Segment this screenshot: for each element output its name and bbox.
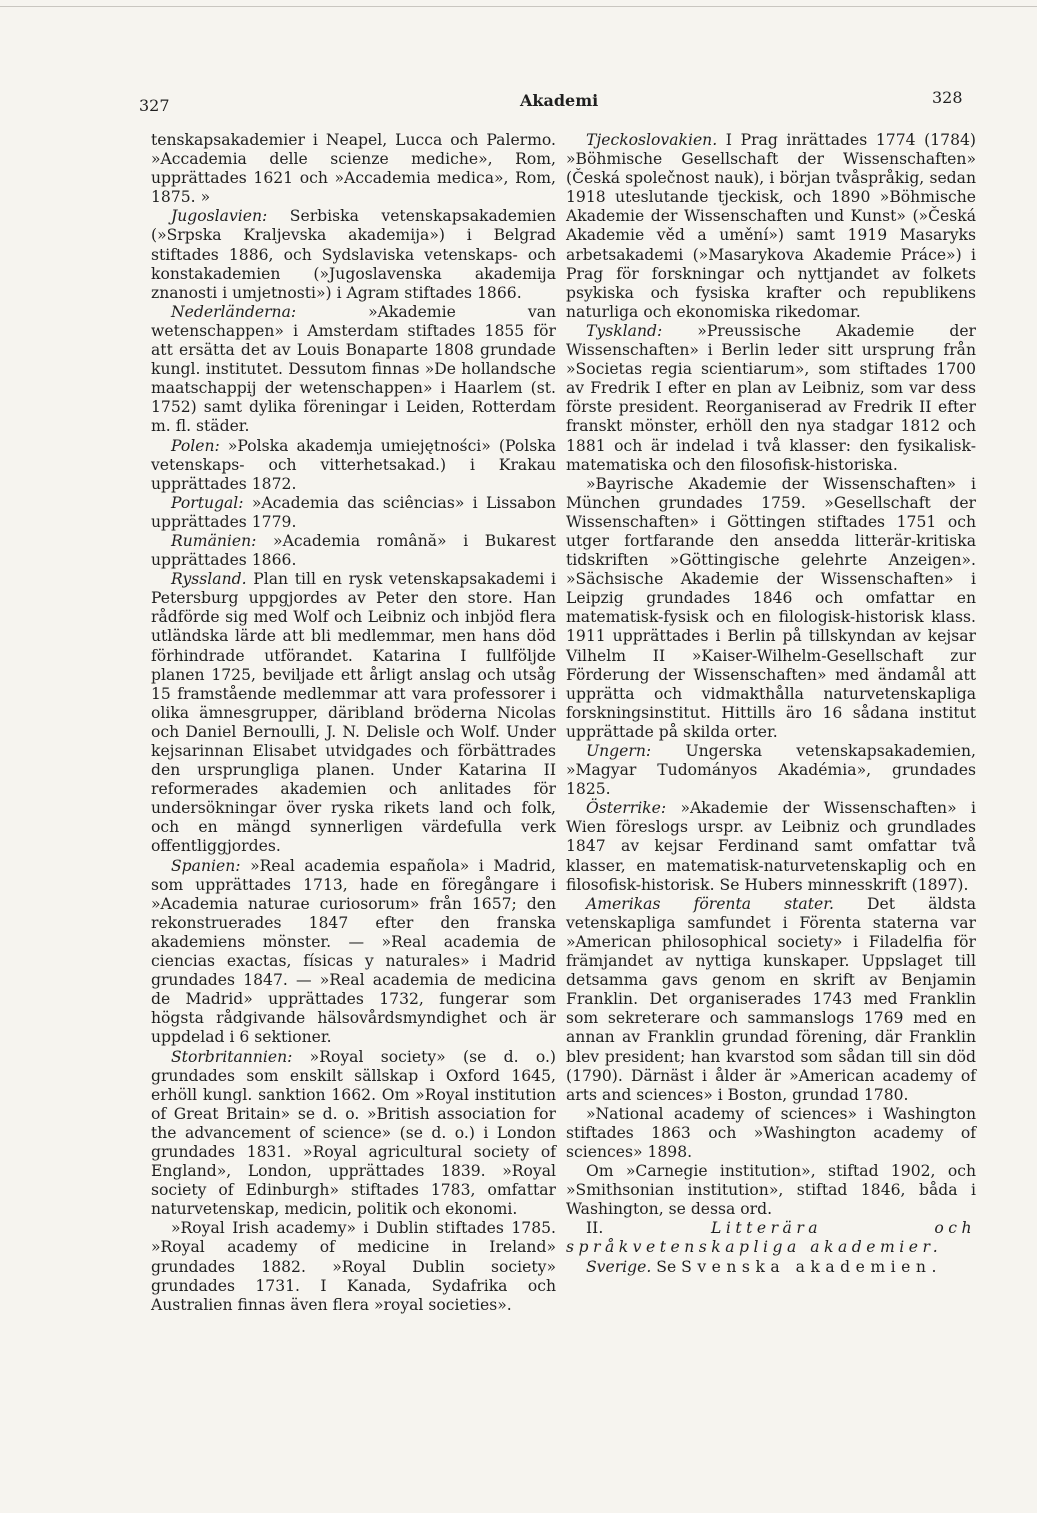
paragraph-national-academy: »National academy of sciences» i Washington stiftades 1863 och »Washington academy of sciences» 1898. (566, 1104, 976, 1161)
country-label: Ungern: (586, 742, 652, 760)
paragraph-ungern: Ungern: Ungerska vetenskapsakademien, »Magyar Tudományos Akadémia», grundades 1825. (566, 742, 976, 799)
paragraph-jugoslavien: Jugoslavien: Serbiska vetenskapsakademien (»Srpska Kraljevska akademija») i Belgrad stiftades 1886, och Sydslaviska vetenskaps- och konstakademien (»Jugoslavenska akademija znanosti i umjetnosti») i Agram stiftades 1866. (151, 207, 556, 302)
page-number-left: 327 (139, 96, 170, 115)
paragraph-spanien: Spanien: »Real academia española» i Madrid, som upprättades 1713, hade en föregångare i »Academia naturae curiosorum» från 1657; den rekonstruerades 1847 efter den franska akademiens mönster. — »Real academia de ciencias exactas, físicas y naturales» i Madrid grundades 1847. — »Real academia de medicina de Madrid» upprättades 1732, fungerar som högsta rådgivande hälsovårdsmyndighet och är uppdelad i 6 sektioner. (151, 856, 556, 1047)
paragraph-sverige: Sverige. Se Svenska akademien. (586, 1257, 942, 1276)
paragraph-osterrike: Österrike: »Akademie der Wissenschaften» i Wien föreslogs urspr. av Leibniz och grundlades 1847 av kejsar Ferdinand samt omfattar två klasser, en matematisk-naturvetenskaplig och en filosofisk-historisk. Se Hubers minnesskrift (1897). (566, 799, 976, 894)
paragraph: tenskapsakademier i Neapel, Lucca och Palermo. »Accademia delle scienze mediche», Rom, upprättades 1621 och »Accademia medica», Rom, 1875. » (151, 131, 556, 207)
country-label: Nederländerna: (171, 302, 297, 321)
paragraph-polen: Polen: »Polska akademja umiejętności» (Polska vetenskaps- och vitterhetsakad.) i Krakau upprättades 1872. (151, 436, 556, 493)
country-label: Polen: (171, 436, 220, 455)
paragraph-amerika: Amerikas förenta stater. Det äldsta vetenskapliga samfundet i Förenta staterna var »American philosophical society» i Filadelfia för främjandet av nyttiga kunskaper. Uppslaget till detsamma gavs genom en skrift av Benjamin Franklin. Det organiserades 1743 med Franklin som sekreterare och sammanslogs 1769 med en annan av Franklin grundad förening, där Franklin blev president; han kvarstod som sådan till sin död (1790). Därnäst i ålder är »American academy of arts and sciences» i Boston, grundad 1780. (566, 894, 976, 1104)
paragraph-bayern: »Bayrische Akademie der Wissenschaften» i München grundades 1759. »Gesellschaft der Wissenschaften» i Göttingen stiftades 1751 och utger fortfarande den ansedda litterär-kritiska tidskriften »Göttingische gelehrte Anzeigen». »Sächsische Akademie der Wissenschaften» i Leipzig grundades 1846 och omfattar en matematisk-fysisk och en filologisk-historisk klass. 1911 upprättades i Berlin på tillskyndan av kejsar Vilhelm II »Kaiser-Wilhelm-Gesellschaft zur Förderung der Wissenschaften» med ändamål att upprätta och vidmakthålla naturvetenskapliga forskningsinstitut. Hittills äro 16 sådana institut upprättade på skilda orter. (566, 474, 976, 741)
paragraph-tjeckoslovakien: Tjeckoslovakien. I Prag inrättades 1774 (1784) »Böhmische Gesellschaft der Wissenschaften» (Česká společnost nauk), i början tvåspråkig, sedan 1918 uteslutande tjeckisk, och 1890 »Böhmische Akademie der Wissenschaften und Kunst» (»Česká Akademie věd a umění») samt 1919 Masaryks arbetsakademi (»Masarykova Akademie Práce») i Prag för forskningar och nyttjandet av folkets psykiska och fysiska krafter och republikens naturliga och ekonomiska rikedomar. (566, 131, 976, 321)
country-label: Amerikas förenta stater. (586, 894, 834, 913)
left-column (151, 131, 556, 1315)
country-label: Spanien: (171, 856, 241, 875)
paragraph-nederlanderna: Nederländerna: »Akademie van wetenschappen» i Amsterdam stiftades 1855 för att ersätta det av Louis Bonaparte 1808 grundade kungl. institutet. Dessutom finnas »De hollandsche maatschappij der wetenschappen» i Haarlem (st. 1752) samt dylika föreningar i Leiden, Rotterdam m. fl. städer. (151, 302, 556, 436)
country-label: Tjeckoslovakien. (586, 131, 718, 149)
paragraph-ireland: »Royal Irish academy» i Dublin stiftades 1785. »Royal academy of medicine in Ireland» grundades 1882. »Royal Dublin society» grundades 1731. I Kanada, Sydafrika och Australien finnas även flera »royal societies». (151, 1219, 556, 1314)
top-rule (0, 6, 1037, 7)
paragraph-ryssland: Ryssland. Plan till en rysk vetenskapsakademi i Petersburg uppgjordes av Peter den store. Han rådförde sig med Wolf och Leibniz och inbjöd flera utländska lärde att bli medlemmar, men hans död förhindrade utförandet. Katarina I fullföljde planen 1725, beviljade ett årligt anslag och utsåg 15 framstående medlemmar att vara professorer i olika ämnesgrupper, däribland bröderna Nicolas och Daniel Bernoulli, J. N. Delisle och Wolf. Under kejsarinnan Elisabet utvidgades och förbättrades den ursprungliga planen. Under Katarina II reformerades akademien och anlitades för undersökningar över ryska rikets land och folk, och en mängd synnerligen värdefulla verk offentliggjordes. (151, 570, 556, 856)
country-label: Sverige. (586, 1257, 652, 1276)
paragraph-carnegie: Om »Carnegie institution», stiftad 1902, och »Smithsonian institution», stiftad 1846, båda i Washington, se dessa ord. (566, 1162, 976, 1219)
country-label: Ryssland. (171, 570, 247, 589)
right-column (566, 131, 976, 1277)
paragraph-storbritannien: Storbritannien: »Royal society» (se d. o.) grundades som enskilt sällskap i Oxford 1645, erhöll kungl. sanktion 1662. Om »Royal institution of Great Britain» se d. o. »British association for the advancement of science» (se d. o.) i London grundades 1831. »Royal agricultural society of England», London, upprättades 1839. »Royal society of Edinburgh» stiftades 1783, omfattar naturvetenskap, medicin, politik och ekonomi. (151, 1047, 556, 1219)
paragraph-tyskland: Tyskland: »Preussische Akademie der Wissenschaften» i Berlin leder sitt ursprung från »Societas regia scientiarum», som stiftades 1700 av Fredrik I efter en plan av Leibniz, som var dess förste president. Reorganiserad av Fredrik II efter franskt mönster, erhöll den nya stadgar 1812 och 1881 och är indelad i två klasser: den fysikalisk-matematiska och den filosofisk-historiska. (566, 321, 976, 474)
spaced-reference: Svenska akademien. (681, 1257, 942, 1276)
country-label: Storbritannien: (171, 1047, 293, 1066)
section-heading-ii: II. Litterära och språkvetenskapliga akademier. (566, 1219, 976, 1257)
running-title: Akademi (520, 91, 599, 110)
paragraph-rumanien: Rumänien: »Academia română» i Bukarest upprättades 1866. (151, 531, 556, 570)
spaced-heading: Litterära och språkvetenskapliga akademier. (566, 1219, 976, 1257)
country-label: Tyskland: (586, 321, 663, 340)
page-number-right: 328 (932, 88, 963, 107)
paragraph-portugal: Portugal: »Academia das sciências» i Lissabon upprättades 1779. (151, 493, 556, 531)
country-label: Rumänien: (171, 531, 257, 550)
country-label: Portugal: (171, 493, 244, 512)
country-label: Jugoslavien: (171, 207, 268, 226)
country-label: Österrike: (586, 799, 667, 818)
